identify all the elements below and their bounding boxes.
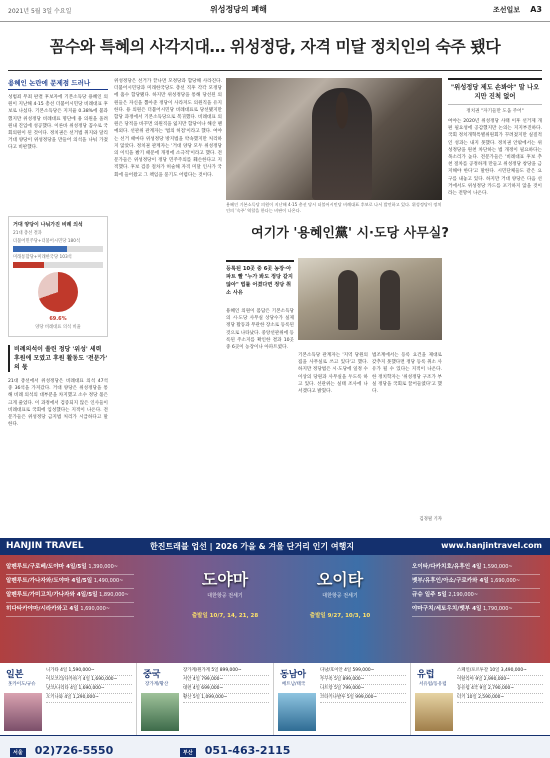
phone-label: 부산	[180, 748, 196, 757]
region-item[interactable]: 서안 4일 799,000~	[183, 676, 269, 685]
ad-item[interactable]: 오이타/다카치호/유후인 4일 1,590,000~	[412, 561, 540, 575]
ad-header	[0, 538, 550, 555]
region-sub: 서유럽/동유럽	[419, 682, 447, 687]
region-image	[415, 693, 453, 731]
lead-photo	[226, 78, 442, 200]
phone-label: 서울	[10, 748, 26, 757]
sidebar-article-subtitle: 정치권 "자기들만 도움 주어"	[466, 109, 524, 114]
region-name: 중국	[143, 670, 161, 680]
region-japan[interactable]	[0, 663, 137, 735]
second-article-text-1: 용혜인 의원이 몸담은 기본소득당의 시·도당 사무실 상당수가 실제 정당 활동과 무관한 장소로 등록된 것으로 나타났다. 중앙선관위에 등록된 주소지를 확인한 결과 10곳 중 6곳이 농장이나 아파트였다.	[226, 309, 294, 351]
region-item[interactable]: 동유럽 4국 9일 2,790,000~	[457, 685, 543, 694]
region-items	[46, 667, 132, 703]
region-image	[278, 693, 316, 731]
ad-logo: HANJIN TRAVEL	[6, 541, 84, 551]
reporter-byline: 김경필 기자	[419, 517, 442, 522]
destination-toyama[interactable]	[175, 567, 275, 619]
region-item[interactable]: 황산 5일 1,099,000~	[183, 694, 269, 703]
region-sub: 베트남/태국	[282, 682, 306, 687]
region-item[interactable]: 이탈리아 9일 2,990,000~	[457, 676, 543, 685]
ad-hero	[0, 555, 550, 663]
phone-busan[interactable]	[180, 739, 290, 758]
sidebar-article-title: "위성정당 제도 손봐야" 말 나오지만 진척 없어	[448, 78, 542, 105]
region-items	[183, 667, 269, 703]
region-item[interactable]: 장가계/원가계 5일 899,000~	[183, 667, 269, 676]
ad-item[interactable]: 알펜루트/가미고치/가나자와 4일/5일 1,890,000~	[6, 589, 134, 603]
pull-quote-left: 비례의석이 쏠린 정당 '위성' 세력 후원에 모였고 후원 활동도 '전문가' 의 몫	[8, 345, 108, 372]
phone-seoul[interactable]	[10, 739, 113, 758]
ad-website[interactable]: www.hanjintravel.com	[441, 541, 542, 550]
phone-number: 051-463-2115	[204, 744, 291, 757]
bar-label-2: 미래통합당+미래한국당 103석	[13, 255, 72, 260]
lead-photo-caption: 용혜인 기본소득당 의원이 지난해 4·15 총선 당시 더불어시민당 비례대표 후보로 나서 발언하고 있다. 위성정당이 정치인의 '숙주' 역할을 한다는 비판이 나온다.	[226, 202, 442, 213]
region-item[interactable]: 이모코리/다카하기 4일 1,690,000~	[46, 676, 132, 685]
second-pull-quote: 등록된 10곳 중 6곳 농장·아파트 빨 "누가 봐도 정당 같지 않아" 법률 어겼다면 정당 취소 사유	[226, 260, 294, 297]
region-name: 일본	[6, 670, 24, 680]
second-article-col-1	[226, 308, 294, 526]
pie-percent: 69.6%	[49, 316, 67, 322]
destination-dates: 출발일 9/27, 10/3, 10	[309, 613, 371, 619]
main-headline: 꼼수와 특혜의 사각지대… 위성정당, 자격 미달 정치인의 숙주 됐다	[49, 37, 501, 56]
region-name: 유럽	[417, 670, 435, 680]
destination-sub: 대한항공 전세기	[322, 593, 358, 599]
page-number: A3	[530, 5, 542, 14]
destination-oita[interactable]	[290, 567, 390, 619]
ad-item[interactable]: 야마구치/세토우치/벳부 4일 1,790,000~	[412, 603, 540, 617]
region-items	[320, 667, 406, 703]
region-item[interactable]: 스페인/포르투갈 10일 3,490,000~	[457, 667, 543, 676]
region-europe[interactable]	[411, 663, 548, 735]
ad-item[interactable]: 알펜루트/구로베/도야마 4일/5일 1,390,000~	[6, 561, 134, 575]
article-body-left-2: 21대 총선에서 위성정당은 비례대표 의석 47석 중 36석을 가져갔다. 거대 양당은 위성정당을 통해 비례 의석의 대부분을 차지했고 소수 정당 몫은 크게 줄었다. 이 과정에서 검증되지 않은 인사들이 비례대표로 국회에 입성했다는 지적이 나온다. 전문가들은 위성정당 금지법 처리가 시급하다고 말한다.	[8, 379, 108, 428]
region-sub: 홋카이도/규슈	[8, 682, 36, 687]
ad-list-left	[6, 561, 134, 617]
region-image	[141, 693, 179, 731]
column-right	[448, 78, 542, 468]
destination-dates: 출발일 10/7, 14, 21, 28	[191, 613, 259, 619]
ad-phone-bar	[0, 735, 550, 758]
destination-name: 오이타	[316, 570, 364, 589]
column-left	[8, 78, 108, 528]
destination-sub: 대한항공 전세기	[207, 593, 243, 599]
infobox-title: 거대 양당이 나눠가진 비례 의석	[13, 222, 83, 228]
seat-pie-chart	[38, 272, 78, 312]
bar-2	[13, 262, 103, 268]
photo-person-2	[380, 270, 400, 330]
region-image	[4, 693, 42, 731]
photo-person-1	[338, 270, 358, 330]
region-item[interactable]: 코타키나발루 5일 999,000~	[320, 694, 406, 703]
region-item[interactable]: 푸꾸옥 5일 899,000~	[320, 676, 406, 685]
bar-1	[13, 246, 103, 252]
section-title: 위성정당의 폐해	[210, 5, 267, 14]
second-article-col-3	[372, 352, 442, 522]
ad-item[interactable]: 알펜루트/가나자와/도야마 4일/5일 1,490,000~	[6, 575, 134, 589]
region-item[interactable]: 다낭/호이안 4일 599,000~	[320, 667, 406, 676]
second-article-col-2	[298, 352, 368, 524]
column-second	[114, 78, 222, 524]
article-kicker: 용혜인 논란에 문제점 드러나	[8, 78, 108, 90]
bar-1-fill	[13, 246, 67, 252]
travel-advertisement[interactable]	[0, 538, 550, 758]
destination-name: 도야마	[201, 570, 249, 589]
phone-number: 02)726-5550	[34, 744, 114, 757]
issue-date: 2021년 5월 3일 수요일	[8, 8, 72, 15]
region-china[interactable]	[137, 663, 274, 735]
region-sub: 장가계/황산	[145, 682, 169, 687]
photo-subject	[312, 88, 372, 200]
newspaper-name: 조선일보	[492, 6, 520, 14]
region-item[interactable]: 나트랑 5일 799,000~	[320, 685, 406, 694]
headline-divider	[8, 70, 542, 71]
office-photo	[298, 258, 442, 340]
seat-infobox	[8, 216, 108, 337]
region-name: 동남아	[280, 670, 307, 680]
infobox-subtitle: 21대 총선 결과	[13, 231, 42, 236]
second-article-text-2: 기본소득당 관계자는 '지역 당원의 집을 사무실로 쓰고 있다'고 했다. 하지만 정당법은 시·도당에 일정 수 이상의 당원과 사무실을 두도록 하고 있다. 선관위는 실태 조사에 나서겠다고 밝혔다.	[298, 353, 368, 395]
ad-list-right	[412, 561, 540, 617]
bar-2-fill	[13, 262, 44, 268]
sidebar-article-body: 여야는 2020년 위성정당 사태 이후 선거제 개편 필요성에 공감했지만 논의는 지지부진하다. 국회 정치개혁특별위원회가 꾸려졌지만 실질적인 성과는 내지 못했다. 정치권 안팎에서는 위성정당을 원천 차단하는 법 개정이 필요하다는 목소리가 높다. 전문가들은 '비례대표 후보 추천 절차를 공정하게 만들고 위성정당 창당을 금지해야 한다'고 말한다. 시민단체들도 같은 요구를 내놓고 있다. 하지만 거대 양당은 다음 선거에서도 위성정당 카드를 포기하지 않을 것이라는 전망이 나온다.	[448, 119, 542, 197]
second-headline: 여기가 '용혜인黨' 시·도당 사무실?	[251, 226, 449, 241]
region-item[interactable]: 터키 10일 2,590,000~	[457, 694, 543, 703]
region-items	[457, 667, 543, 703]
region-item[interactable]: 니가타 4일 1,590,000~	[46, 667, 132, 676]
ad-regions	[0, 663, 550, 735]
article-body-left: 성범죄 무죄 판결 후보자에 기본소득당 용혜인 의원이 지난해 4·15 총선 더불어시민당 비례대표 후보로 나섰다. 기본소득당은 지지율 0.38%에 불과했지만 위성정당 비례대표 명단에 용 의원을 올려 원내 진입에 성공했다. 이른바 위성정당 꼼수로 국회의원이 된 것이다. 정치권은 선거법 취지와 달리 거대 양당이 위성정당을 만들어 의석을 나눠 가졌다고 비판했다.	[8, 95, 108, 151]
ad-item[interactable]: 히다타카야마/시라카와고 4일 1,690,000~	[6, 603, 134, 617]
region-item[interactable]: 오키나와 4일 1,290,000~	[46, 694, 132, 703]
ad-promo-title: 한진트래블 업선 | 2026 가을 & 겨울 단거리 인기 여행지	[150, 542, 355, 551]
bar-label-1: 더불어민주당+더불어시민당 180석	[13, 239, 81, 244]
page-header	[0, 0, 550, 22]
region-item[interactable]: 낫코/나리타 4일 1,690,000~	[46, 685, 132, 694]
pie-caption: 양당 비례대표 의석 비율	[35, 325, 81, 330]
region-southeast-asia[interactable]	[274, 663, 411, 735]
ad-item[interactable]: 벳부/유후인/아소/구로카와 4일 1,690,000~	[412, 575, 540, 589]
article-body-second: 위성정당은 선거가 끝나면 모정당과 합당해 사라진다. 더불어시민당과 미래한국당도 총선 직후 각각 모정당에 흡수 합당됐다. 하지만 위성정당을 통해 당선된 의원들은 자신을 뽑아준 정당이 사라져도 의원직을 유지한다. 용 의원은 더불어시민당 비례대표로 당선됐지만 합당 과정에서 기본소득당으로 복귀했다. 비례대표 의원은 당적을 바꾸면 의원직을 잃지만 합당이나 해산 땐 예외다. 선관위 관계자는 '법의 허점'이라고 했다. 여야는 선거 때마다 위성정당 방지법을 약속했지만 처리하지 않았다. 정치권 관계자는 '거대 양당 모두 위성정당의 이익을 봤기 때문에 개정에 소극적'이라고 했다. 전문가들은 위성정당이 정당 민주주의를 훼손한다고 지적했다. 후보 검증 절차가 허술해 자격 미달 인사가 국회에 들어왔고 그 책임을 묻기도 어렵다는 것이다.	[114, 79, 222, 178]
region-item[interactable]: 대련 4일 699,000~	[183, 685, 269, 694]
second-article-text-3: 법조계에서는 등록 요건을 제대로 갖추지 못했다면 정당 등록 취소 사유가 될 수 있다는 지적이 나온다. 한 정치학자는 '위성정당 구조가 부실 정당을 국회로 끌어들였다'고 했다.	[372, 353, 442, 395]
ad-item[interactable]: 규슈 일주 5일 2,190,000~	[412, 589, 540, 603]
